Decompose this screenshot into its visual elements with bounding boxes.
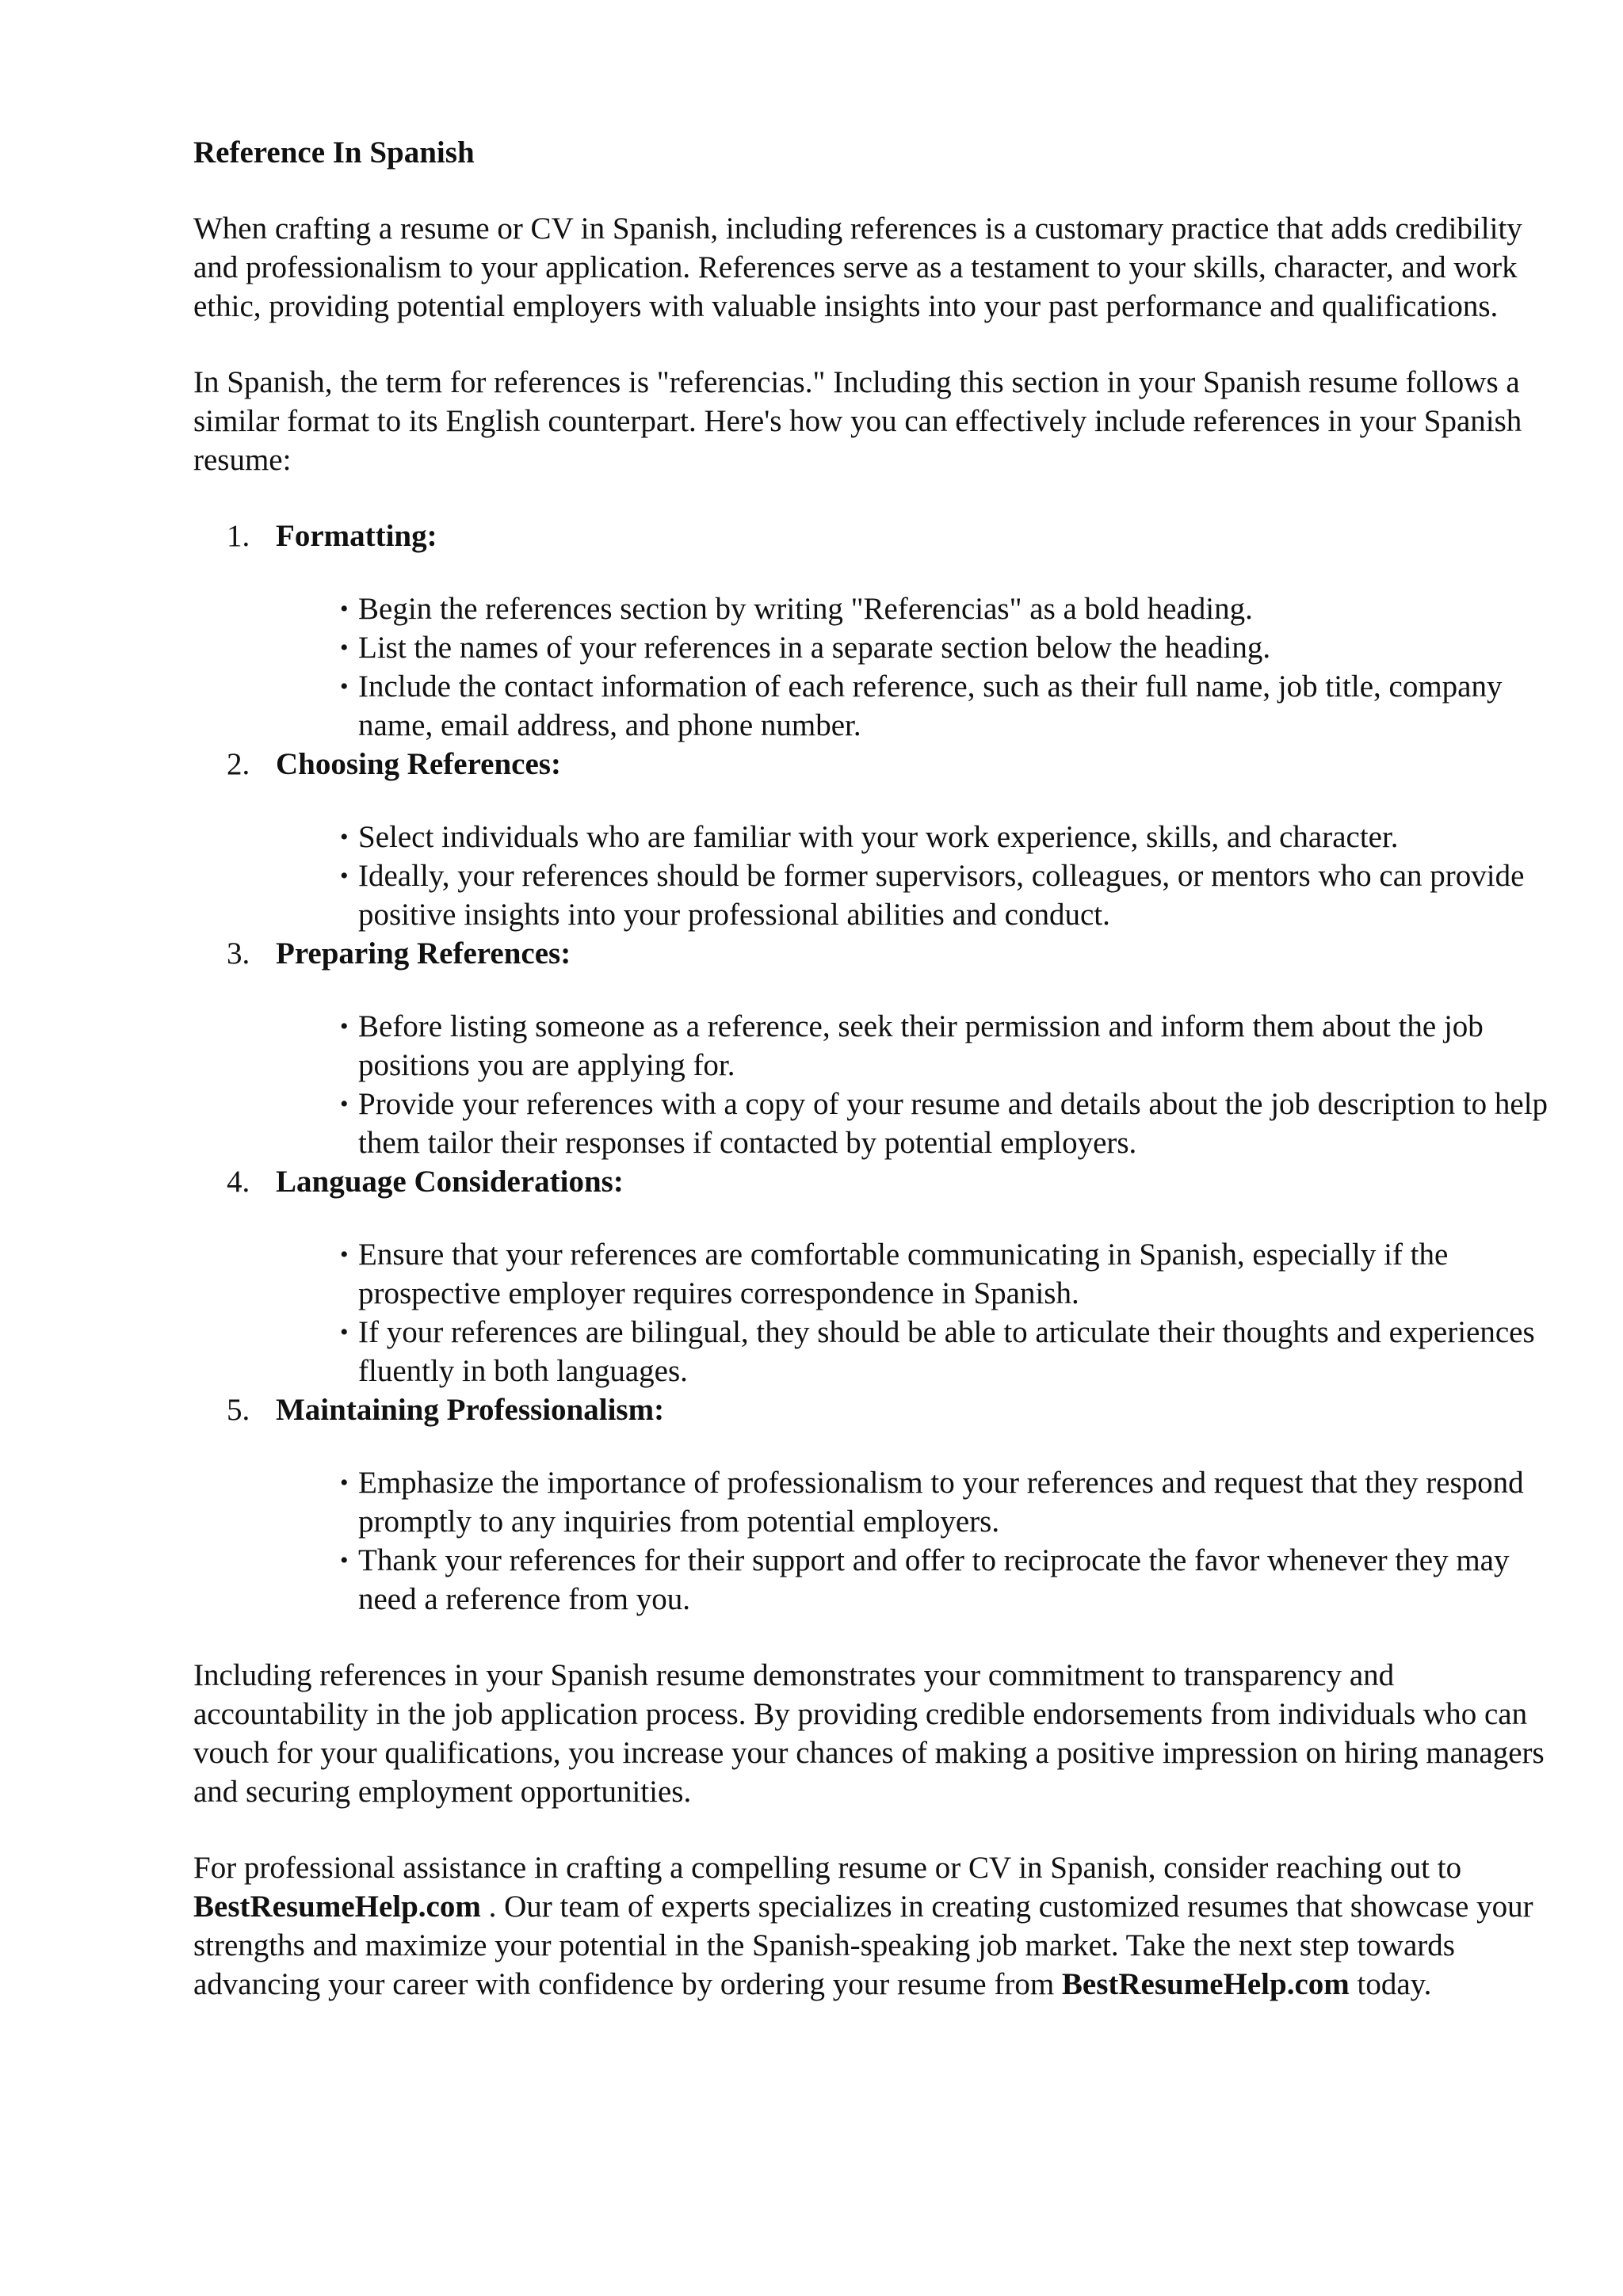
conclusion-paragraph: Including references in your Spanish resume demonstrates your commitment to transparency and accountability in the job application process. By providing credible endorsements from individuals who can vouch for your qualifications, you increase your chances of making a positive impression on hiring managers and securing employment opportunities. — [193, 1658, 1545, 1809]
bullet-item — [276, 1541, 1556, 1619]
bullet-item — [276, 1463, 1556, 1541]
bullet-item — [276, 818, 1556, 856]
bullet-icon: • — [340, 1013, 349, 1039]
step-number: 2. — [227, 747, 250, 781]
bullet-text: Select individuals who are familiar with your work experience, skills, and character. — [358, 820, 1399, 854]
bullet-text: Include the contact information of each reference, such as their full name, job title, company name, email address, and phone number. — [358, 669, 1503, 742]
step-number: 1. — [227, 519, 250, 553]
bullet-icon: • — [340, 1091, 349, 1117]
bullet-item — [276, 667, 1556, 745]
closing-text-3: today. — [1349, 1967, 1432, 2001]
bullet-list — [276, 1463, 1556, 1619]
step-item — [193, 745, 1556, 934]
step-item — [193, 934, 1556, 1162]
bullet-list — [276, 818, 1556, 934]
bullet-list — [276, 589, 1556, 745]
step-title: Formatting: — [276, 519, 437, 553]
bullet-item — [276, 1007, 1556, 1085]
bullet-icon: • — [340, 673, 349, 700]
bullet-icon: • — [340, 635, 349, 661]
brand-name: BestResumeHelp.com — [1061, 1967, 1350, 2001]
bullet-icon: • — [340, 1547, 349, 1573]
step-title: Preparing References: — [276, 936, 571, 971]
bullet-icon: • — [340, 1470, 349, 1496]
step-title: Choosing References: — [276, 747, 561, 781]
brand-name: BestResumeHelp.com — [193, 1890, 481, 1924]
step-item — [193, 1390, 1556, 1619]
bullet-item — [276, 1235, 1556, 1313]
step-item — [193, 517, 1556, 745]
document-page — [193, 133, 1556, 2041]
closing-paragraph — [193, 1848, 1556, 2004]
step-number: 5. — [227, 1393, 250, 1427]
steps-list — [193, 517, 1556, 1619]
step-title: Maintaining Professionalism: — [276, 1393, 665, 1427]
bullet-text: Thank your references for their support and offer to reciprocate the favor whenever they may need a reference from you. — [358, 1543, 1510, 1616]
bullet-text: Ideally, your references should be former supervisors, colleagues, or mentors who can provide positive insights into your professional abilities and conduct. — [358, 859, 1525, 932]
bullet-text: Emphasize the importance of professionalism to your references and request that they respond promptly to any inquiries from potential employers. — [358, 1466, 1524, 1539]
closing-text-1: For professional assistance in crafting a compelling resume or CV in Spanish, consider reaching out to — [193, 1851, 1462, 1885]
bullet-text: Begin the references section by writing "Referencias" as a bold heading. — [358, 592, 1253, 626]
bullet-text: Ensure that your references are comfortable communicating in Spanish, especially if the prospective employer requires correspondence in Spanish. — [358, 1238, 1449, 1310]
step-number: 3. — [227, 936, 250, 971]
bullet-icon: • — [340, 824, 349, 850]
page-title: Reference In Spanish — [193, 135, 475, 170]
bullet-item — [276, 1085, 1556, 1162]
bullet-icon: • — [340, 596, 349, 622]
intro-paragraph-1: When crafting a resume or CV in Spanish, including references is a customary practice that adds credibility and professionalism to your application. References serve as a testament to your skills, character, and work ethic, providing potential employers with valuable insights into your past performance and qualifications. — [193, 212, 1522, 323]
bullet-icon: • — [340, 863, 349, 889]
step-number: 4. — [227, 1165, 250, 1199]
bullet-icon: • — [340, 1319, 349, 1345]
bullet-item — [276, 589, 1556, 628]
step-item — [193, 1162, 1556, 1390]
bullet-list — [276, 1235, 1556, 1390]
bullet-item — [276, 856, 1556, 934]
bullet-item — [276, 628, 1556, 667]
intro-paragraph-2: In Spanish, the term for references is "referencias." Including this section in your Spanish resume follows a similar format to its English counterpart. Here's how you can effectively include references in your Spanish resume: — [193, 365, 1522, 477]
bullet-text: List the names of your references in a separate section below the heading. — [358, 631, 1271, 665]
bullet-text: Before listing someone as a reference, seek their permission and inform them about the job positions you are applying for. — [358, 1009, 1484, 1082]
step-title: Language Considerations: — [276, 1165, 624, 1199]
bullet-list — [276, 1007, 1556, 1162]
bullet-text: If your references are bilingual, they should be able to articulate their thoughts and experiences fluently in both languages. — [358, 1315, 1535, 1388]
bullet-icon: • — [340, 1241, 349, 1268]
bullet-text: Provide your references with a copy of your resume and details about the job description to help them tailor their responses if contacted by potential employers. — [358, 1087, 1549, 1160]
closing-text-2: . Our team of experts specializes in creating customized resumes that showcase your strengths and maximize your potential in the Spanish-speaking job market. Take the next step towards advancing your career with confidence by ordering your resume from — [193, 1890, 1533, 2001]
bullet-item — [276, 1313, 1556, 1390]
